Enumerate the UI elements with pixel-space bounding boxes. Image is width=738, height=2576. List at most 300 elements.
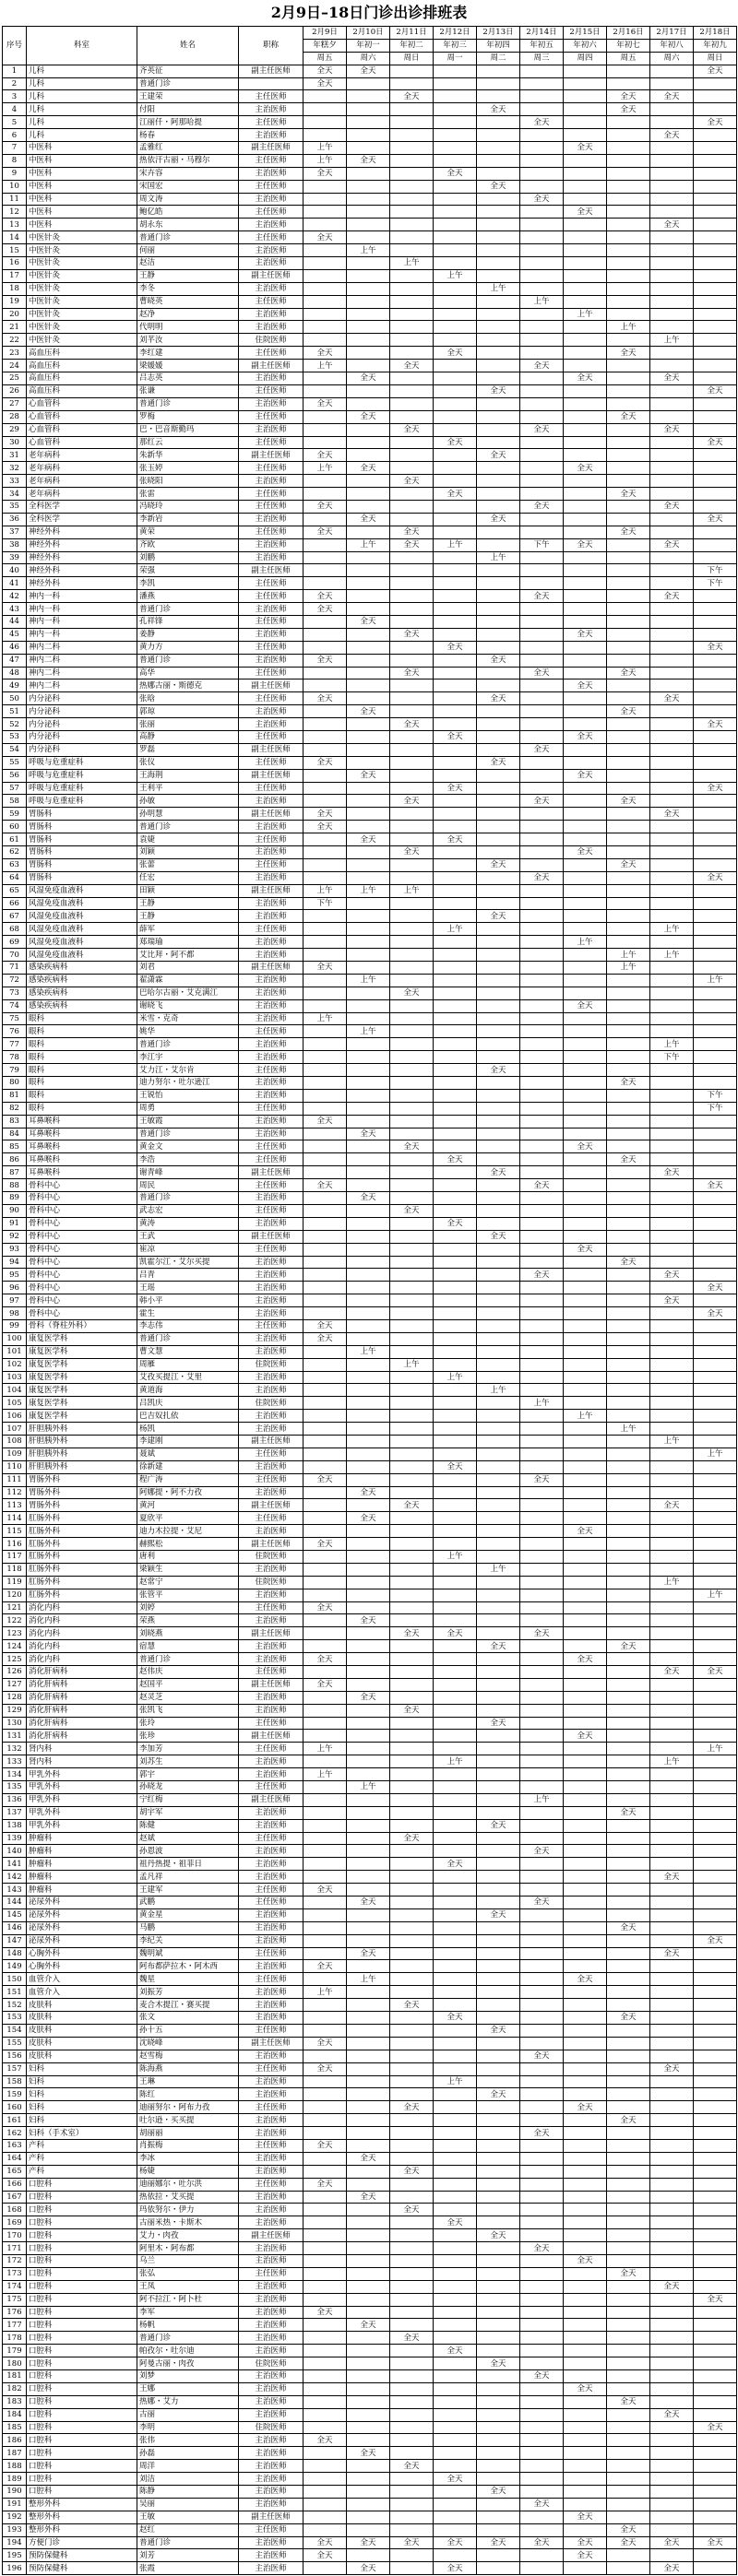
row-seq: 149 [3, 1960, 27, 1973]
row-shift [434, 1025, 477, 1038]
header-weekday: 周日 [390, 52, 434, 65]
table-row [3, 1332, 737, 1345]
row-shift [477, 2395, 520, 2408]
row-shift: 上午 [564, 1410, 607, 1423]
row-shift [650, 679, 694, 692]
row-shift [694, 987, 737, 999]
row-shift: 全天 [520, 2498, 564, 2511]
row-name: 宿慧 [137, 1640, 239, 1653]
row-title: 主治医师 [239, 1012, 304, 1025]
row-dept: 口腔科 [27, 2306, 137, 2319]
row-shift [607, 1781, 650, 1794]
row-shift [520, 1345, 564, 1358]
row-shift [477, 295, 520, 308]
row-seq: 138 [3, 1819, 27, 1832]
row-shift [434, 1294, 477, 1307]
row-shift [607, 77, 650, 90]
row-seq: 125 [3, 1653, 27, 1666]
row-shift [607, 2204, 650, 2216]
row-dept: 骨科中心 [27, 1269, 137, 1282]
row-shift: 全天 [650, 1871, 694, 1884]
table-row [3, 1410, 737, 1423]
row-shift [650, 2075, 694, 2088]
row-title: 主任医师 [239, 2024, 304, 2037]
row-dept: 骨科中心 [27, 1204, 137, 1217]
header-lunar: 年初九 [694, 39, 737, 52]
row-shift [520, 154, 564, 167]
row-shift [434, 219, 477, 231]
row-shift [650, 1307, 694, 1320]
row-shift [694, 538, 737, 551]
row-shift [520, 2549, 564, 2562]
row-shift [520, 1921, 564, 1934]
row-title: 主治医师 [239, 2562, 304, 2575]
row-shift [694, 2498, 737, 2511]
row-shift [607, 180, 650, 193]
row-shift [694, 1627, 737, 1640]
row-shift [607, 2178, 650, 2191]
row-shift [607, 1908, 650, 1921]
table-row [3, 1204, 737, 1217]
row-shift: 全天 [520, 1473, 564, 1486]
row-shift [304, 858, 347, 871]
table-row [3, 1538, 737, 1551]
row-shift [650, 2345, 694, 2357]
row-shift [694, 2523, 737, 2536]
row-shift [347, 2345, 390, 2357]
row-shift [390, 1102, 434, 1115]
row-shift [650, 1358, 694, 1371]
row-shift: 上午 [304, 142, 347, 155]
row-shift [434, 2139, 477, 2152]
row-shift [520, 884, 564, 897]
row-dept: 整形外科 [27, 2498, 137, 2511]
row-title: 主任医师 [239, 756, 304, 769]
row-shift [607, 730, 650, 743]
row-shift [304, 1230, 347, 1243]
row-shift [434, 667, 477, 679]
row-title: 主治医师 [239, 321, 304, 334]
row-shift [304, 384, 347, 397]
row-shift [607, 2165, 650, 2178]
row-seq: 23 [3, 347, 27, 360]
row-title: 主任医师 [239, 90, 304, 103]
row-shift [694, 500, 737, 513]
row-shift [390, 2369, 434, 2382]
header-weekday: 周一 [434, 52, 477, 65]
row-shift [347, 2549, 390, 2562]
row-shift [520, 821, 564, 833]
row-shift [564, 295, 607, 308]
table-row [3, 449, 737, 462]
row-shift [434, 77, 477, 90]
row-shift [520, 1217, 564, 1230]
row-shift [564, 77, 607, 90]
row-shift [650, 1012, 694, 1025]
row-shift [390, 321, 434, 334]
row-shift [694, 2152, 737, 2165]
row-shift: 全天 [564, 2382, 607, 2395]
row-name: 黄荣 [137, 526, 239, 538]
row-seq: 41 [3, 577, 27, 590]
row-shift [650, 2229, 694, 2242]
row-shift [477, 1256, 520, 1269]
row-shift [650, 1678, 694, 1691]
row-seq: 111 [3, 1473, 27, 1486]
row-shift [607, 1845, 650, 1858]
row-seq: 162 [3, 2127, 27, 2140]
row-shift [304, 2229, 347, 2242]
row-seq: 151 [3, 1986, 27, 1999]
row-dept: 中医科 [27, 154, 137, 167]
row-shift [650, 846, 694, 859]
row-shift [477, 1179, 520, 1192]
row-name: 孔祥锋 [137, 615, 239, 628]
row-name: 王敏 [137, 2511, 239, 2523]
row-shift [650, 2216, 694, 2229]
row-shift [694, 142, 737, 155]
row-shift [390, 1256, 434, 1269]
row-shift [564, 2127, 607, 2140]
row-name: 李明 [137, 2421, 239, 2434]
table-row [3, 2382, 737, 2395]
row-dept: 口腔科 [27, 2421, 137, 2434]
row-shift [347, 488, 390, 501]
row-shift [477, 2369, 520, 2382]
row-shift [564, 269, 607, 282]
row-dept: 神内二科 [27, 654, 137, 667]
row-shift [520, 488, 564, 501]
row-shift: 全天 [607, 2536, 650, 2549]
row-shift [477, 769, 520, 782]
row-shift [477, 334, 520, 347]
row-shift [304, 2511, 347, 2523]
row-shift: 上午 [694, 974, 737, 987]
row-shift [650, 103, 694, 116]
row-shift: 全天 [607, 1806, 650, 1819]
row-shift [564, 2280, 607, 2293]
row-shift [607, 1538, 650, 1551]
row-shift [477, 206, 520, 219]
row-seq: 190 [3, 2486, 27, 2499]
row-shift [390, 962, 434, 975]
row-name: 潘燕 [137, 590, 239, 603]
row-shift [390, 2345, 434, 2357]
header-date: 2月16日 [607, 27, 650, 40]
row-shift [477, 1345, 520, 1358]
row-dept: 中医科 [27, 180, 137, 193]
row-shift [650, 142, 694, 155]
row-shift [694, 2447, 737, 2460]
row-shift [304, 2293, 347, 2306]
row-shift: 上午 [434, 1550, 477, 1563]
row-shift [347, 1012, 390, 1025]
row-seq: 189 [3, 2473, 27, 2486]
row-dept: 口腔科 [27, 2216, 137, 2229]
row-shift [477, 1704, 520, 1717]
row-title: 主任医师 [239, 782, 304, 795]
row-title: 主任医师 [239, 1897, 304, 1909]
row-shift [520, 2562, 564, 2575]
row-name: 张仪 [137, 756, 239, 769]
row-seq: 168 [3, 2204, 27, 2216]
row-shift [304, 1102, 347, 1115]
row-shift [650, 410, 694, 423]
row-shift: 全天 [304, 1678, 347, 1691]
row-shift [607, 769, 650, 782]
row-dept: 方便门诊 [27, 2536, 137, 2549]
row-shift [607, 334, 650, 347]
table-row [3, 2165, 737, 2178]
row-shift [304, 295, 347, 308]
row-shift [694, 2127, 737, 2140]
row-shift [434, 2152, 477, 2165]
row-name: 阿曼古丽・肉孜 [137, 2357, 239, 2370]
row-dept: 皮肤科 [27, 1999, 137, 2012]
row-shift [390, 1435, 434, 1448]
row-title: 副主任医师 [239, 1793, 304, 1806]
row-shift [390, 2088, 434, 2101]
row-shift [390, 1384, 434, 1397]
row-shift [520, 2075, 564, 2088]
row-shift [477, 1601, 520, 1614]
row-shift [304, 1704, 347, 1717]
row-name: 乌兰 [137, 2254, 239, 2267]
row-title: 住院医师 [239, 1397, 304, 1410]
row-name: 李军 [137, 2306, 239, 2319]
row-shift [607, 871, 650, 884]
row-dept: 消化肝病科 [27, 1717, 137, 1730]
row-shift [650, 475, 694, 488]
row-shift [347, 1525, 390, 1538]
row-shift [694, 1499, 737, 1512]
row-title: 住院医师 [239, 2357, 304, 2370]
row-dept: 耳鼻喉科 [27, 1153, 137, 1166]
row-name: 李加芳 [137, 1743, 239, 1755]
row-shift [347, 77, 390, 90]
row-dept: 口腔科 [27, 2191, 137, 2204]
row-shift [390, 2306, 434, 2319]
row-shift: 上午 [390, 884, 434, 897]
row-shift [434, 1256, 477, 1269]
row-shift [564, 231, 607, 244]
table-row [3, 2267, 737, 2280]
row-shift: 全天 [390, 1140, 434, 1153]
table-row [3, 923, 737, 936]
row-shift [694, 2139, 737, 2152]
row-shift: 上午 [347, 244, 390, 257]
row-seq: 67 [3, 910, 27, 923]
row-name: 王建荣 [137, 90, 239, 103]
row-shift: 全天 [564, 2254, 607, 2267]
row-shift [520, 1999, 564, 2012]
row-shift [650, 1704, 694, 1717]
row-shift [434, 628, 477, 641]
row-shift [434, 2050, 477, 2062]
row-title: 主任医师 [239, 692, 304, 705]
row-shift [650, 974, 694, 987]
row-shift [347, 295, 390, 308]
row-shift [304, 1845, 347, 1858]
row-shift [694, 244, 737, 257]
row-name: 迪丽娜尔・吐尔洪 [137, 2178, 239, 2191]
table-row [3, 1345, 737, 1358]
row-shift [650, 2498, 694, 2511]
row-title: 主治医师 [239, 1217, 304, 1230]
row-shift [304, 1294, 347, 1307]
row-shift [347, 475, 390, 488]
row-dept: 口腔科 [27, 2345, 137, 2357]
row-shift [304, 730, 347, 743]
row-shift [520, 1230, 564, 1243]
row-shift [304, 423, 347, 436]
row-shift: 全天 [477, 1717, 520, 1730]
row-shift: 全天 [650, 2062, 694, 2075]
row-dept: 儿科 [27, 65, 137, 77]
row-shift [694, 2204, 737, 2216]
row-shift [347, 347, 390, 360]
row-dept: 神经外科 [27, 538, 137, 551]
row-name: 王静 [137, 269, 239, 282]
row-seq: 89 [3, 1192, 27, 1205]
row-shift [694, 897, 737, 910]
row-dept: 中医科 [27, 219, 137, 231]
row-shift [347, 1743, 390, 1755]
row-shift: 全天 [520, 193, 564, 206]
row-shift [347, 871, 390, 884]
row-shift [477, 1012, 520, 1025]
row-shift [304, 513, 347, 526]
row-name: 王静 [137, 910, 239, 923]
row-dept: 神内二科 [27, 679, 137, 692]
row-shift [304, 1499, 347, 1512]
row-dept: 中医针灸 [27, 334, 137, 347]
row-shift: 全天 [347, 154, 390, 167]
row-title: 副主任医师 [239, 1435, 304, 1448]
row-name: 陈健 [137, 1819, 239, 1832]
row-shift [477, 1934, 520, 1947]
row-dept: 康复医学科 [27, 1384, 137, 1397]
row-dept: 内分泌科 [27, 718, 137, 731]
row-shift [607, 129, 650, 142]
row-name: 齐英征 [137, 65, 239, 77]
row-shift [434, 577, 477, 590]
row-shift [434, 282, 477, 295]
row-shift [347, 2523, 390, 2536]
row-shift [477, 372, 520, 385]
row-title: 主治医师 [239, 2486, 304, 2499]
row-shift [347, 1269, 390, 1282]
row-name: 周文涛 [137, 193, 239, 206]
row-shift: 全天 [390, 1204, 434, 1217]
row-shift [650, 321, 694, 334]
row-seq: 72 [3, 974, 27, 987]
row-shift: 全天 [520, 2050, 564, 2062]
row-shift [434, 2254, 477, 2267]
row-shift [347, 2511, 390, 2523]
row-shift [347, 1589, 390, 1601]
row-shift [434, 795, 477, 808]
header-date: 2月14日 [520, 27, 564, 40]
row-dept: 消化肝病科 [27, 1704, 137, 1717]
row-shift [390, 1921, 434, 1934]
row-shift [477, 577, 520, 590]
row-dept: 眼科 [27, 1102, 137, 1115]
header-title: 职称 [239, 27, 304, 65]
row-shift [564, 821, 607, 833]
row-dept: 高血压科 [27, 372, 137, 385]
row-shift [607, 1819, 650, 1832]
row-shift [564, 2267, 607, 2280]
row-shift [520, 1423, 564, 1436]
row-shift [650, 65, 694, 77]
row-shift [434, 1512, 477, 1525]
row-shift [650, 231, 694, 244]
row-shift [434, 2101, 477, 2114]
row-shift [650, 2332, 694, 2345]
row-shift [607, 1627, 650, 1640]
row-seq: 179 [3, 2345, 27, 2357]
row-shift: 全天 [694, 1307, 737, 1320]
row-seq: 4 [3, 103, 27, 116]
row-shift [650, 615, 694, 628]
row-shift [304, 705, 347, 718]
row-shift [434, 1563, 477, 1576]
row-name: 普通门诊 [137, 1128, 239, 1140]
header-dept: 科室 [27, 27, 137, 65]
row-shift [390, 462, 434, 475]
table-row [3, 1384, 737, 1397]
row-shift [650, 667, 694, 679]
row-seq: 131 [3, 1730, 27, 1743]
row-title: 主治医师 [239, 897, 304, 910]
row-shift [304, 743, 347, 756]
row-shift [390, 2075, 434, 2088]
row-seq: 195 [3, 2549, 27, 2562]
row-shift [694, 1538, 737, 1551]
row-name: 热依拉・艾买提 [137, 2191, 239, 2204]
row-shift [520, 987, 564, 999]
row-title: 主治医师 [239, 2012, 304, 2025]
row-shift [694, 590, 737, 603]
row-shift [694, 129, 737, 142]
row-shift [564, 360, 607, 372]
row-shift [650, 1743, 694, 1755]
table-row [3, 1179, 737, 1192]
row-shift [477, 193, 520, 206]
row-dept: 骨科中心 [27, 1217, 137, 1230]
row-title: 副主任医师 [239, 2229, 304, 2242]
row-shift [477, 1512, 520, 1525]
row-shift: 上午 [650, 1038, 694, 1051]
row-shift [520, 808, 564, 821]
row-shift: 全天 [347, 1192, 390, 1205]
row-seq: 73 [3, 987, 27, 999]
row-dept: 全科医学 [27, 513, 137, 526]
row-dept: 呼吸与危重症科 [27, 795, 137, 808]
row-shift [694, 1653, 737, 1666]
row-shift [347, 423, 390, 436]
row-shift: 上午 [564, 936, 607, 949]
row-shift [520, 1025, 564, 1038]
row-shift [607, 2280, 650, 2293]
header-weekday: 周四 [564, 52, 607, 65]
row-shift [564, 2191, 607, 2204]
row-shift [694, 1908, 737, 1921]
row-shift [304, 2012, 347, 2025]
header-weekday: 周二 [477, 52, 520, 65]
row-shift: 全天 [520, 500, 564, 513]
